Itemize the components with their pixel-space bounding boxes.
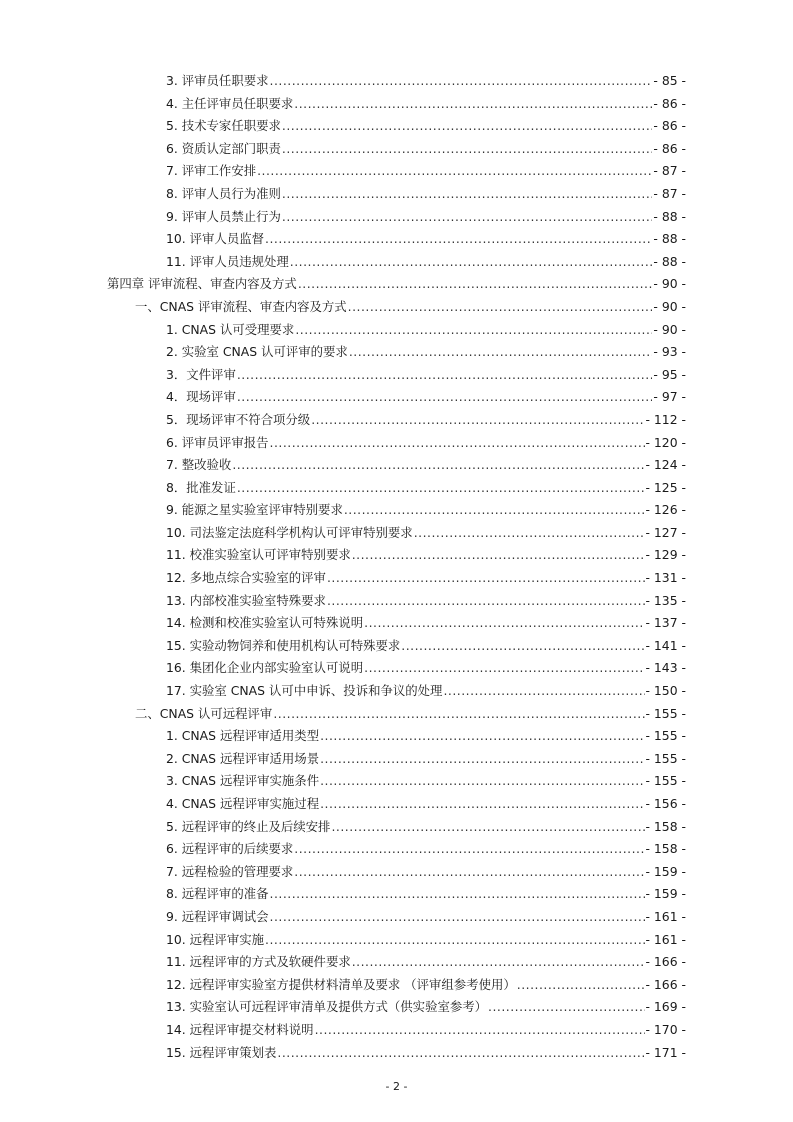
- dot-leader: [237, 386, 653, 409]
- toc-entry-page: - 135 -: [645, 592, 686, 608]
- toc-entry-page: - 129 -: [645, 547, 686, 563]
- toc-entry-page: - 171 -: [645, 1044, 686, 1060]
- toc-entry-page: - 161 -: [645, 908, 686, 924]
- toc-entry-link[interactable]: [166, 522, 686, 545]
- dot-leader: [344, 499, 645, 522]
- dot-leader: [348, 296, 653, 319]
- dot-leader: [237, 477, 645, 500]
- toc-row: [0, 816, 793, 839]
- toc-entry-title: 5. 远程评审的终止及后续安排: [166, 818, 331, 834]
- dot-leader: [327, 567, 645, 590]
- toc-row: [0, 386, 793, 409]
- toc-row: [0, 160, 793, 183]
- toc-entry-link[interactable]: [166, 206, 686, 229]
- toc-row: [0, 341, 793, 364]
- toc-entry-page: - 86 -: [653, 95, 686, 111]
- toc-entry-link[interactable]: [166, 725, 686, 748]
- toc-entry-page: - 87 -: [653, 163, 686, 179]
- toc-entry-page: - 112 -: [645, 411, 686, 427]
- dot-leader: [364, 612, 644, 635]
- dot-leader: [294, 838, 644, 861]
- toc-entry-title: 3. CNAS 远程评审实施条件: [166, 773, 320, 789]
- dot-leader: [282, 183, 653, 206]
- dot-leader: [352, 951, 645, 974]
- page-number: - 2 -: [385, 1080, 408, 1093]
- toc-entry-title: 15. 远程评审策划表: [166, 1044, 277, 1060]
- toc-row: [0, 477, 793, 500]
- toc-entry-page: - 159 -: [645, 863, 686, 879]
- toc-row: [0, 657, 793, 680]
- dot-leader: [364, 657, 644, 680]
- toc-entry-title: 14. 远程评审提交材料说明: [166, 1021, 314, 1037]
- toc-row: [0, 454, 793, 477]
- toc-entry-title: 7. 远程检验的管理要求: [166, 863, 294, 879]
- toc-entry-title: 3. 评审员任职要求: [166, 73, 269, 88]
- toc-entry-title: 2. 实验室 CNAS 认可评审的要求: [166, 344, 348, 360]
- toc-entry-link[interactable]: [166, 861, 686, 884]
- toc-entry-page: - 88 -: [653, 231, 686, 247]
- toc-entry-link[interactable]: [166, 454, 686, 477]
- toc-entry-page: - 150 -: [645, 683, 686, 699]
- toc-entry-title: 1. CNAS 认可受理要求: [166, 321, 295, 337]
- toc-entry-link[interactable]: [166, 115, 686, 138]
- toc-entry-title: 9. 能源之星实验室评审特别要求: [166, 502, 343, 518]
- toc-row: [0, 206, 793, 229]
- dot-leader: [352, 544, 645, 567]
- toc-entry-page: - 124 -: [645, 457, 686, 473]
- dot-leader: [320, 725, 644, 748]
- toc-entry-title: 12. 多地点综合实验室的评审: [166, 570, 326, 586]
- toc-entry-link[interactable]: [166, 1019, 686, 1042]
- dot-leader: [270, 432, 645, 455]
- dot-leader: [232, 454, 644, 477]
- toc-entry-title: 8．批准发证: [166, 479, 236, 495]
- toc-entry-page: - 158 -: [645, 818, 686, 834]
- toc-row: [0, 251, 793, 274]
- toc-row: [0, 929, 793, 952]
- dot-leader: [320, 770, 644, 793]
- toc-row: [0, 680, 793, 703]
- toc-entry-link[interactable]: [166, 251, 686, 274]
- toc-row: [0, 725, 793, 748]
- toc-entry-title: 1. CNAS 远程评审适用类型: [166, 728, 320, 744]
- toc-row: [0, 499, 793, 522]
- toc-row: [0, 409, 793, 432]
- dot-leader: [282, 206, 653, 229]
- toc-entry-link[interactable]: [166, 680, 686, 703]
- toc-row: [0, 861, 793, 884]
- toc-row: [0, 951, 793, 974]
- toc-entry-link[interactable]: [166, 499, 686, 522]
- toc-entry-title: 3．文件评审: [166, 366, 236, 382]
- toc-entry-title: 7. 整改验收: [166, 457, 232, 473]
- toc-entry-page: - 170 -: [645, 1021, 686, 1037]
- toc-entry-link[interactable]: [166, 432, 686, 455]
- toc-entry-page: - 156 -: [645, 796, 686, 811]
- toc-entry-title: 13. 实验室认可远程评审清单及提供方式（供实验室参考）: [166, 999, 488, 1015]
- toc-entry-title: 6. 资质认定部门职责: [166, 140, 281, 156]
- dot-leader: [488, 996, 644, 1019]
- toc-entry-title: 10. 评审人员监督: [166, 231, 264, 247]
- toc-entry-link[interactable]: [166, 974, 686, 997]
- dot-leader: [401, 635, 644, 658]
- dot-leader: [237, 364, 653, 387]
- toc-entry-link[interactable]: [166, 816, 686, 839]
- toc-row: [0, 883, 793, 906]
- toc-entry-page: - 159 -: [645, 886, 686, 902]
- toc-entry-page: - 125 -: [645, 479, 686, 495]
- toc-entry-page: - 86 -: [653, 118, 686, 134]
- dot-leader: [277, 1042, 644, 1065]
- toc-row: [0, 635, 793, 658]
- toc-entry-title: 8. 评审人员行为准则: [166, 185, 281, 201]
- toc-entry-link[interactable]: [166, 364, 686, 387]
- toc-row: [0, 1042, 793, 1065]
- toc-entry-link[interactable]: [166, 635, 686, 658]
- toc-row: [0, 770, 793, 793]
- toc-row: [0, 703, 793, 726]
- toc-entry-title: 14. 检测和校准实验室认可特殊说明: [166, 615, 364, 631]
- toc-entry-link[interactable]: [166, 929, 686, 952]
- toc-row: [0, 996, 793, 1019]
- toc-entry-title: 10. 远程评审实施: [166, 931, 264, 947]
- toc-row: [0, 364, 793, 387]
- toc-entry-link[interactable]: [135, 703, 686, 726]
- dot-leader: [282, 115, 653, 138]
- toc-entry-page: - 90 -: [653, 298, 686, 314]
- toc-row: [0, 974, 793, 997]
- toc-entry-title: 2. CNAS 远程评审适用场景: [166, 750, 320, 766]
- toc-entry-title: 15. 实验动物饲养和使用机构认可特殊要求: [166, 637, 401, 653]
- toc-row: [0, 319, 793, 342]
- toc-entry-page: - 97 -: [653, 389, 686, 405]
- toc-entry-link[interactable]: [166, 748, 686, 771]
- toc-entry-title: 5. 技术专家任职要求: [166, 118, 281, 134]
- toc-row: [0, 138, 793, 161]
- toc-row: [0, 273, 793, 296]
- toc-entry-link[interactable]: [166, 160, 686, 183]
- dot-leader: [257, 160, 652, 183]
- dot-leader: [270, 906, 645, 929]
- toc-entry-page: - 143 -: [645, 660, 686, 676]
- toc-entry-link[interactable]: [166, 228, 686, 251]
- toc-entry-page: - 131 -: [645, 570, 686, 586]
- toc-row: [0, 748, 793, 771]
- toc-entry-title: 9. 评审人员禁止行为: [166, 208, 281, 224]
- dot-leader: [295, 319, 652, 342]
- toc-entry-page: - 169 -: [645, 999, 686, 1015]
- toc-entry-link[interactable]: [107, 273, 686, 296]
- toc-entry-page: - 155 -: [645, 750, 686, 766]
- toc-entry-title: 12. 远程评审实验室方提供材料清单及要求 （评审组参考使用）: [166, 976, 516, 992]
- toc-entry-page: - 90 -: [653, 321, 686, 337]
- toc-entry-link[interactable]: [166, 93, 686, 116]
- toc-entry-link[interactable]: [166, 906, 686, 929]
- toc-entry-link[interactable]: [166, 770, 686, 793]
- dot-leader: [270, 883, 645, 906]
- toc-entry-link[interactable]: [135, 296, 686, 319]
- dot-leader: [265, 228, 652, 251]
- toc-entry-title: 11. 远程评审的方式及软硬件要求: [166, 954, 351, 970]
- dot-leader: [320, 748, 644, 771]
- toc-row: [0, 838, 793, 861]
- toc-entry-link[interactable]: [166, 793, 686, 816]
- toc-entry-link[interactable]: [166, 883, 686, 906]
- table-of-contents: [0, 70, 793, 1064]
- toc-entry-link[interactable]: [166, 386, 686, 409]
- toc-entry-page: - 93 -: [653, 344, 686, 360]
- dot-leader: [290, 251, 653, 274]
- toc-row: [0, 70, 793, 93]
- toc-entry-title: 6. 评审员评审报告: [166, 434, 269, 450]
- toc-entry-link[interactable]: [166, 996, 686, 1019]
- toc-row: [0, 544, 793, 567]
- dot-leader: [517, 974, 645, 997]
- toc-row: [0, 296, 793, 319]
- toc-row: [0, 115, 793, 138]
- dot-leader: [327, 590, 645, 613]
- toc-entry-page: - 87 -: [653, 185, 686, 201]
- toc-entry-title: 4. 主任评审员任职要求: [166, 95, 294, 111]
- toc-entry-title: 16. 集团化企业内部实验室认可说明: [166, 660, 364, 676]
- toc-entry-link[interactable]: [166, 319, 686, 342]
- dot-leader: [294, 93, 652, 116]
- dot-leader: [265, 929, 645, 952]
- toc-row: [0, 567, 793, 590]
- toc-entry-page: - 161 -: [645, 931, 686, 947]
- toc-row: [0, 183, 793, 206]
- toc-entry-title: 9. 远程评审调试会: [166, 908, 269, 924]
- toc-entry-title: 17. 实验室 CNAS 认可中申诉、投诉和争议的处理: [166, 683, 443, 699]
- toc-entry-page: - 166 -: [645, 976, 686, 992]
- toc-entry-title: 8. 远程评审的准备: [166, 886, 269, 902]
- toc-entry-page: - 137 -: [645, 615, 686, 631]
- toc-entry-link[interactable]: [166, 70, 686, 93]
- dot-leader: [273, 703, 644, 726]
- toc-entry-title: 10. 司法鉴定法庭科学机构认可评审特别要求: [166, 524, 413, 540]
- toc-entry-page: - 155 -: [645, 728, 686, 744]
- dot-leader: [320, 793, 644, 816]
- dot-leader: [349, 341, 653, 364]
- toc-row: [0, 1019, 793, 1042]
- toc-entry-title: 二、CNAS 认可远程评审: [135, 705, 273, 721]
- toc-row: [0, 906, 793, 929]
- toc-entry-link[interactable]: [166, 138, 686, 161]
- dot-leader: [315, 1019, 645, 1042]
- toc-entry-page: - 141 -: [645, 637, 686, 653]
- toc-entry-title: 第四章 评审流程、审查内容及方式: [107, 276, 297, 292]
- toc-entry-page: - 155 -: [645, 773, 686, 789]
- toc-entry-title: 5．现场评审不符合项分级: [166, 411, 311, 427]
- toc-row: [0, 793, 793, 816]
- toc-entry-link[interactable]: [166, 951, 686, 974]
- toc-entry-page: - 126 -: [645, 502, 686, 518]
- toc-entry-title: 11. 评审人员违规处理: [166, 253, 289, 269]
- toc-entry-title: 13. 内部校准实验室特殊要求: [166, 592, 326, 608]
- dot-leader: [414, 522, 645, 545]
- dot-leader: [298, 273, 653, 296]
- toc-entry-page: - 90 -: [653, 276, 686, 292]
- dot-leader: [270, 70, 653, 93]
- toc-entry-link[interactable]: [166, 1042, 686, 1065]
- toc-entry-page: - 166 -: [645, 954, 686, 970]
- toc-entry-title: 4. CNAS 远程评审实施过程: [166, 796, 320, 811]
- dot-leader: [294, 861, 644, 884]
- toc-row: [0, 612, 793, 635]
- dot-leader: [331, 816, 644, 839]
- toc-entry-link[interactable]: [166, 341, 686, 364]
- toc-entry-page: - 88 -: [653, 253, 686, 269]
- dot-leader: [282, 138, 653, 161]
- toc-row: [0, 432, 793, 455]
- toc-entry-page: - 158 -: [645, 841, 686, 857]
- toc-row: [0, 590, 793, 613]
- toc-entry-page: - 95 -: [653, 366, 686, 382]
- toc-entry-title: 6. 远程评审的后续要求: [166, 841, 294, 857]
- toc-entry-title: 11. 校准实验室认可评审特别要求: [166, 547, 351, 563]
- toc-row: [0, 93, 793, 116]
- toc-entry-link[interactable]: [166, 183, 686, 206]
- toc-row: [0, 522, 793, 545]
- toc-entry-page: - 127 -: [645, 524, 686, 540]
- toc-entry-page: - 85 -: [653, 73, 686, 88]
- dot-leader: [443, 680, 644, 703]
- toc-entry-title: 7. 评审工作安排: [166, 163, 257, 179]
- toc-entry-link[interactable]: [166, 590, 686, 613]
- toc-entry-link[interactable]: [166, 612, 686, 635]
- toc-entry-page: - 155 -: [645, 705, 686, 721]
- toc-entry-page: - 120 -: [645, 434, 686, 450]
- toc-entry-link[interactable]: [166, 409, 686, 432]
- toc-row: [0, 228, 793, 251]
- toc-entry-title: 4．现场评审: [166, 389, 236, 405]
- toc-entry-title: 一、CNAS 评审流程、审查内容及方式: [135, 298, 347, 314]
- toc-entry-page: - 88 -: [653, 208, 686, 224]
- toc-entry-link[interactable]: [166, 838, 686, 861]
- toc-entry-page: - 86 -: [653, 140, 686, 156]
- toc-entry-link[interactable]: [166, 567, 686, 590]
- dot-leader: [311, 409, 644, 432]
- toc-entry-link[interactable]: [166, 544, 686, 567]
- toc-entry-link[interactable]: [166, 477, 686, 500]
- toc-entry-link[interactable]: [166, 657, 686, 680]
